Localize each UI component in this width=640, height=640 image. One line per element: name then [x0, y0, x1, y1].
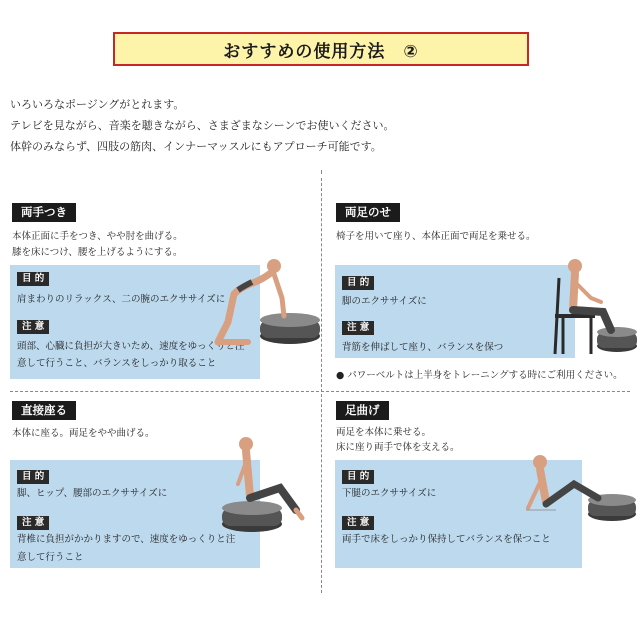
section-heading: 両手つき	[12, 203, 76, 222]
caution-text: 両手で床をしっかり保持してバランスを保つこと	[342, 534, 551, 545]
purpose-text: 脚、ヒップ、腰部のエクササイズに	[17, 488, 168, 499]
section-desc: 本体に座る。両足をやや曲げる。	[12, 428, 155, 439]
section-heading: 直接座る	[12, 401, 76, 420]
vertical-divider	[321, 178, 322, 593]
caution-label: 注 意	[342, 516, 374, 530]
caution-label: 注 意	[342, 321, 374, 335]
caution-label: 注 意	[17, 516, 49, 530]
divider-tick	[321, 170, 322, 174]
power-belt-note: ● パワーベルトは上半身をトレーニングする時にご利用ください。	[336, 370, 623, 381]
section-heading: 両足のせ	[336, 203, 400, 222]
caution-text: 意して行うこと	[17, 552, 84, 563]
intro-text	[10, 94, 395, 157]
purpose-label: 目 的	[342, 470, 374, 484]
horizontal-divider	[10, 391, 630, 392]
intro-line: 体幹のみならず、四肢の筋肉、インナーマッスルにもアプローチ可能です。	[10, 140, 382, 153]
page-title: おすすめの使用方法 ②	[113, 32, 529, 66]
section-heading: 足曲げ	[336, 401, 389, 420]
section-desc: 膝を床につけ、腰を上げるようにする。	[12, 247, 183, 258]
purpose-label: 目 的	[17, 272, 49, 286]
section-desc: 床に座り両手で体を支える。	[336, 442, 460, 453]
purpose-text: 脚のエクササイズに	[342, 296, 427, 307]
caution-text: 背椎に負担がかかりますので、速度をゆっくりと注	[17, 534, 236, 545]
purpose-text: 下腿のエクササイズに	[342, 488, 437, 499]
intro-line: いろいろなポージングがとれます。	[10, 98, 185, 111]
exercise-illustration	[545, 246, 637, 358]
purpose-label: 目 的	[17, 470, 49, 484]
exercise-illustration	[516, 448, 638, 528]
exercise-illustration	[214, 432, 314, 536]
exercise-illustration	[212, 250, 320, 362]
intro-line: テレビを見ながら、音楽を聴きながら、さまざまなシーンでお使いください。	[10, 119, 395, 132]
section-desc: 本体正面に手をつき、やや肘を曲げる。	[12, 231, 183, 242]
purpose-label: 目 的	[342, 276, 374, 290]
caution-text: 頭部、心臓に負担が大きいため、速度をゆっくりと注	[17, 341, 245, 352]
caution-label: 注 意	[17, 320, 49, 334]
caution-text: 背筋を伸ばして座り、バランスを保つ	[342, 342, 504, 353]
caution-text: 意して行うこと、バランスをしっかり取ること	[17, 358, 217, 369]
section-desc: 両足を本体に乗せる。	[336, 427, 432, 438]
purpose-text: 肩まわりのリラックス、二の腕のエクササイズに	[17, 294, 226, 305]
section-desc: 椅子を用いて座り、本体正面で両足を乗せる。	[336, 231, 536, 242]
